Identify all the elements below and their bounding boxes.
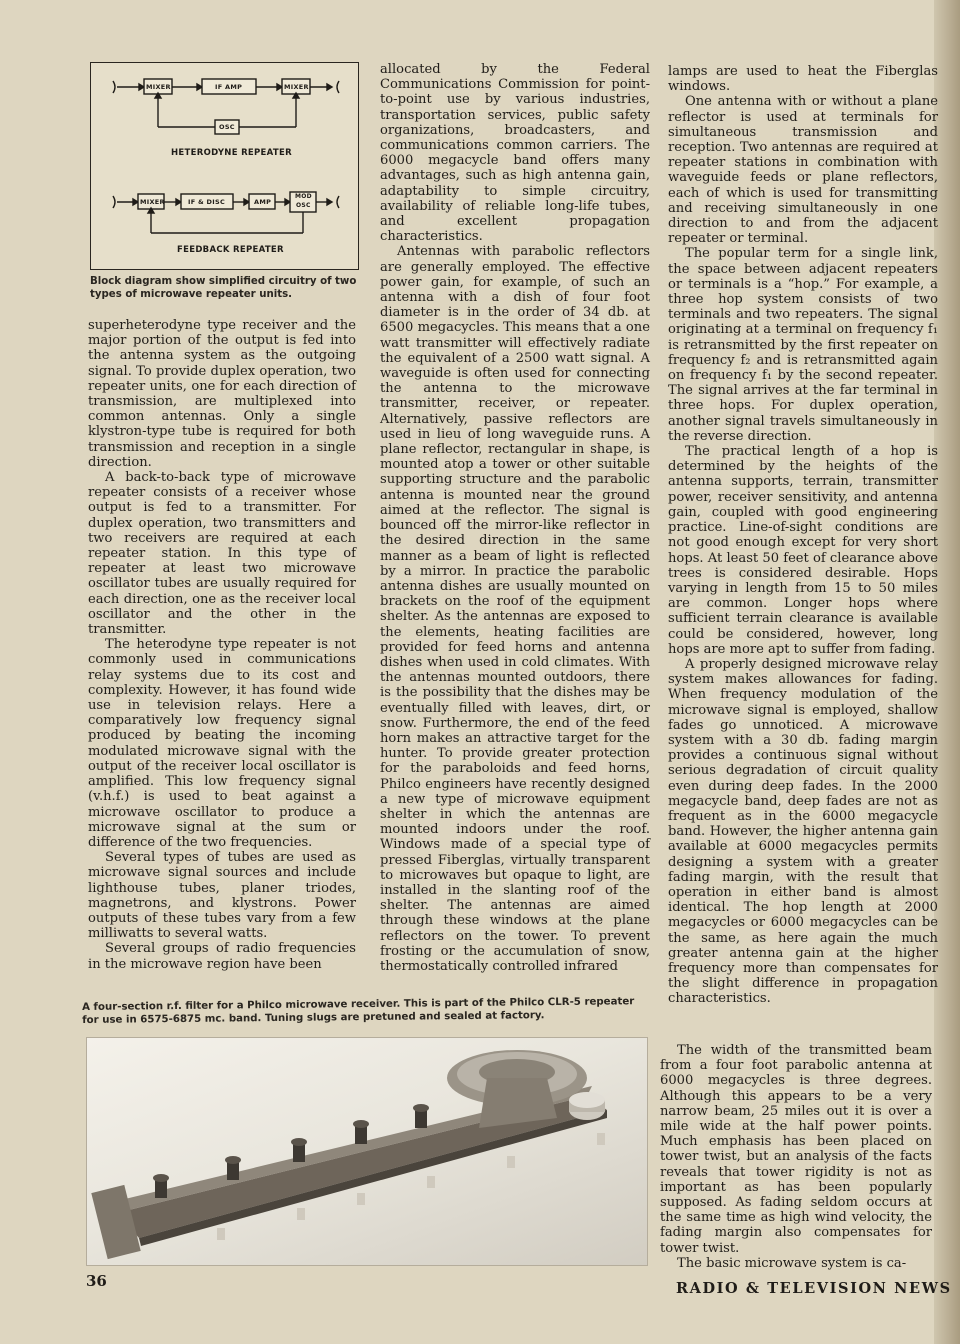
paragraph: lamps are used to heat the Fiberglas windows.	[668, 64, 938, 95]
text-column-2	[380, 62, 650, 974]
block-mixer-3: MIXER	[140, 198, 165, 206]
paragraph: Antennas with parabolic reflectors are generally employed. The effective power gain, for example, of such an antenna with a dish of four foot diameter is in the order of 34 db. at 6500 megacycles. This means that a one watt transmitter will effectively radiate the equivalent of a 2500 watt signal. A waveguide is often used for connecting the antenna to the microwave transmitter, receiver, or repeater. Alternatively, passive reflectors are used in lieu of long waveguide runs. A plane reflector, rectangular in shape, is mounted atop a tower or other suitable supporting structure and the parabolic antenna is mounted near the ground aimed at the reflector. The signal is bounced off the mirror-like reflector in the desired direction in the same manner as a beam of light is reflected by a mirror. In practice the parabolic antenna dishes are usually mounted on brackets on the roof of the equipment shelter. As the antennas are exposed to the elements, heating facilities are provided for feed horns and antenna dishes when used in cold climates. With the antennas mounted outdoors, there is the possibility that the dishes may be eventually filled with leaves, dirt, or snow. Furthermore, the end of the feed horn makes an attractive target for the hunter. To provide greater protection for the paraboloids and feed horns, Philco engineers have recently designed a new type of microwave equipment shelter in which the antennas are mounted indoors under the roof. Windows made of a special type of pressed Fiberglas, virtually transparent to microwaves but opaque to light, are installed in the slanting roof of the shelter. The antennas are aimed through these windows at the plane reflectors on the tower. To prevent frosting or the accumulation of snow, thermostatically controlled infrared	[380, 244, 650, 974]
text-column-1	[88, 318, 356, 972]
paragraph: A back-to-back type of microwave repeater consists of a receiver whose output is fed to a transmitter. For duplex operation, two transmitters and two receivers are required at each repeater station. In this type of repeater at least two microwave oscillator tubes are usually required for each direction, one as the receiver local oscillator and the other in the transmitter.	[88, 470, 356, 638]
block-diagram-drawing	[91, 63, 358, 269]
block-if-disc: IF & DISC	[188, 198, 226, 206]
paragraph: allocated by the Federal Communications Commission for point-to-point use by various industries, transportation services, public safety organizations, broadcasters, and communications common carriers. The 6000 megacycle band offers many advantages, such as high antenna gain, adaptability to simple circuitry, availability of reliable long-life tubes, and excellent propagation characteristics.	[380, 62, 650, 245]
block-if-amp: IF AMP	[215, 83, 243, 91]
paragraph: Several types of tubes are used as microwave signal sources and include lighthouse tubes, planer triodes, magnetrons, and klystrons. Power outputs of these tubes vary from a few milliwatts to several watts.	[88, 850, 356, 942]
block-mixer-2: MIXER	[284, 83, 309, 91]
text-column-3-continued	[660, 1043, 932, 1271]
paragraph: A properly designed microwave relay system makes allowances for fading. When frequency modulation of the microwave signal is employed, shallow fades go unnoticed. A microwave system with a 30 db. fading margin provides a continuous signal without serious degradation of circuit quality even during deep fades. In the 2000 megacycle band, deep fades are not as frequent as in the 6000 megacycle band. However, the higher antenna gain available at 6000 megacycles permits designing a system with a greater fading margin, with the result that operation in either band is almost identical. The hop length at 2000 megacycles or 6000 megacycles can be the same, as here again the much greater antenna gain at the higher frequency more than compensates for the slight difference in propagation characteristics.	[668, 656, 938, 1007]
photo-caption: A four-section r.f. filter for a Philco microwave receiver. This is part of the Philco CLR-5 repeater for use in 6575-6875 mc. band. Tuning slugs are pretuned and sealed at factory.	[82, 996, 635, 1026]
block-amp: AMP	[254, 198, 272, 206]
page-number: 36	[86, 1272, 107, 1290]
paragraph: superheterodyne type receiver and the major portion of the output is fed into the antenna system as the outgoing signal. To provide duplex operation, two repeater units, one for each direction of transmission, are multiplexed into common antennas. Only a single klystron-type tube is required for both transmission and reception in a single direction.	[88, 318, 356, 470]
diagram-caption: Block diagram show simplified circuitry of two types of microwave repeater units.	[90, 276, 357, 300]
paragraph: The popular term for a single link, the space between adjacent repeaters or terminals is a “hop.” For example, a three hop system consists of two terminals and two repeaters. The signal originating at a terminal on frequency f₁ is retransmitted by the first repeater on frequency f₂ and is retransmitted again on frequency f₁ by the second repeater. The signal arrives at the far terminal in three hops. For duplex operation, another signal travels simultaneously in the reverse direction.	[668, 246, 938, 444]
rf-filter-photo	[86, 1037, 648, 1266]
block-osc: OSC	[219, 123, 235, 131]
paragraph: Several groups of radio frequencies in the microwave region have been	[88, 941, 356, 972]
feedback-repeater-label: FEEDBACK REPEATER	[177, 245, 284, 255]
paragraph: The practical length of a hop is determined by the heights of the antenna supports, terrain, transmitter power, receiver sensitivity, and antenna gain, coupled with good engineering practice. Line-of-sight conditions are not good enough except for very short hops. At least 50 feet of clearance above trees is considered desirable. Hops varying in length from 15 to 50 miles are common. Longer hops where sufficient terrain clearance is available could be considered, however, long hops are more apt to suffer from fading.	[668, 444, 938, 657]
paragraph: One antenna with or without a plane reflector is used at terminals for simultaneous transmission and reception. Two antennas are required at repeater stations in combination with waveguide feeds or plane reflectors, each of which is used for transmitting and receiving simultaneously in one direction to and from the adjacent repeater or terminal.	[668, 94, 938, 247]
block-mod: MOD	[295, 193, 312, 200]
block-diagram	[90, 62, 359, 270]
block-osc-2: OSC	[296, 202, 311, 209]
heterodyne-repeater-label: HETERODYNE REPEATER	[171, 148, 292, 158]
magazine-title: RADIO & TELEVISION NEWS	[676, 1280, 952, 1297]
text-column-3	[668, 64, 938, 1007]
paragraph: The width of the transmitted beam from a four foot parabolic antenna at 6000 megacycles is three degrees. Although this appears to be a very narrow beam, 25 miles out it is over a mile wide at the half power points. Much emphasis has been placed on tower twist, but an analysis of the facts reveals that tower rigidity is not as important as has been popularly supposed. As fading seldom occurs at the same time as high wind velocity, the fading margin also compensates for tower twist.	[660, 1043, 932, 1256]
rf-filter-illustration	[87, 1038, 647, 1265]
paragraph: The basic microwave system is ca-	[677, 1255, 907, 1271]
paragraph: The heterodyne type repeater is not commonly used in communications relay systems due to its cost and complexity. However, it has found wide use in television relays. Here a comparatively low frequency signal produced by beating the incoming modulated microwave signal with the output of the receiver local oscillator is amplified. This low frequency signal (v.h.f.) is used to beat against a microwave oscillator to produce a microwave signal at the sum or difference of the two frequencies.	[88, 637, 356, 850]
block-mixer-1: MIXER	[146, 83, 171, 91]
